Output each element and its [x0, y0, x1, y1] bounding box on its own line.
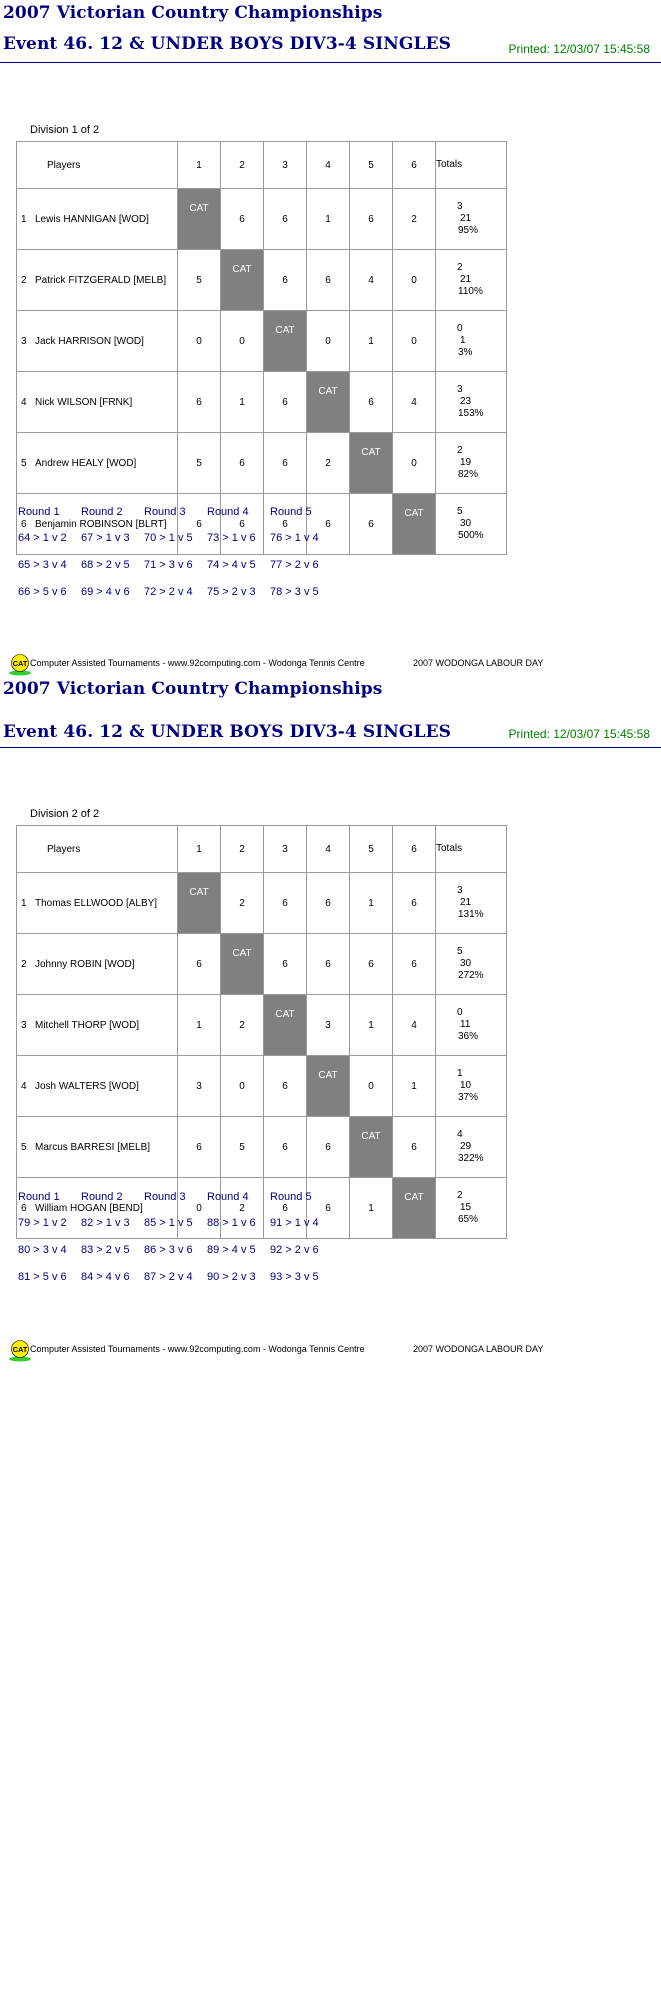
player-row: [17, 934, 507, 995]
player-number: 4: [21, 396, 27, 408]
player-row: [17, 494, 507, 555]
match-link[interactable]: 71 > 3 v 6: [144, 559, 193, 571]
player-row: [17, 250, 507, 311]
score-cell: 2: [307, 433, 350, 494]
round-header[interactable]: Round 1: [18, 1191, 60, 1203]
score-cell: 6: [264, 189, 307, 250]
totals-cell: [436, 311, 507, 372]
total-percentage: 36%: [458, 1031, 479, 1042]
score-cell: 0: [393, 311, 436, 372]
player-number: 2: [21, 274, 27, 286]
score-cell: 4: [350, 250, 393, 311]
players-header: [17, 142, 178, 189]
player-number: 1: [21, 897, 27, 909]
player-row: [17, 1056, 507, 1117]
total-games: 11: [460, 1019, 471, 1030]
match-link[interactable]: 65 > 3 v 4: [18, 559, 67, 571]
total-games: 30: [460, 518, 472, 529]
column-header: 1: [178, 826, 221, 873]
round-header[interactable]: Round 1: [18, 506, 60, 518]
match-link[interactable]: 73 > 1 v 6: [207, 532, 256, 544]
total-percentage: 37%: [458, 1092, 479, 1103]
score-cell: 1: [350, 1178, 393, 1239]
round-header[interactable]: Round 3: [144, 506, 186, 518]
results-grid: [16, 825, 507, 1239]
player-name: Patrick FITZGERALD [MELB]: [35, 274, 167, 286]
score-cell: 0: [221, 311, 264, 372]
player-number: 1: [21, 213, 27, 225]
player-name: William HOGAN [BEND]: [35, 1202, 143, 1214]
score-cell: 1: [178, 995, 221, 1056]
round-header[interactable]: Round 4: [207, 506, 249, 518]
match-link[interactable]: 74 > 4 v 5: [207, 559, 256, 571]
score-cell: 6: [264, 1117, 307, 1178]
totals-cell: [436, 873, 507, 934]
score-cell: 0: [393, 433, 436, 494]
score-cell: 6: [307, 494, 350, 555]
totals-header: Totals: [436, 826, 507, 873]
match-link[interactable]: 70 > 1 v 5: [144, 532, 193, 544]
score-cell: 6: [393, 1117, 436, 1178]
score-cell: 1: [307, 189, 350, 250]
totals-header: Totals: [436, 142, 507, 189]
player-cell: [17, 1056, 178, 1117]
match-link[interactable]: 72 > 2 v 4: [144, 586, 193, 598]
score-cell: 0: [393, 250, 436, 311]
match-link[interactable]: 91 > 1 v 4: [270, 1217, 319, 1229]
self-match-cell: [307, 372, 350, 433]
player-name: Lewis HANNIGAN [WOD]: [35, 213, 149, 225]
match-link[interactable]: 79 > 1 v 2: [18, 1217, 67, 1229]
total-games: 10: [460, 1080, 472, 1091]
score-cell: 6: [307, 1117, 350, 1178]
score-cell: 6: [350, 372, 393, 433]
total-wins: 5: [457, 506, 463, 517]
player-name: Jack HARRISON [WOD]: [35, 335, 144, 347]
total-wins: 0: [457, 1007, 463, 1018]
match-link[interactable]: 78 > 3 v 5: [270, 586, 319, 598]
score-cell: 6: [178, 1117, 221, 1178]
column-header: 4: [307, 826, 350, 873]
self-match-cell: [264, 311, 307, 372]
total-percentage: 3%: [458, 347, 473, 358]
totals-cell: [436, 372, 507, 433]
totals-cell: [436, 494, 507, 555]
grid-header-row: [17, 142, 507, 189]
header-rule: [0, 62, 661, 63]
cat-label: CAT: [232, 264, 252, 275]
footer-tournament: 2007 WODONGA LABOUR DAY: [413, 1344, 544, 1354]
score-cell: 6: [178, 494, 221, 555]
total-games: 30: [460, 958, 472, 969]
score-cell: 3: [307, 995, 350, 1056]
total-games: 21: [460, 897, 472, 908]
self-match-cell: [350, 433, 393, 494]
match-link[interactable]: 90 > 2 v 3: [207, 1271, 256, 1283]
player-row: [17, 873, 507, 934]
score-cell: 6: [264, 433, 307, 494]
footer-tournament: 2007 WODONGA LABOUR DAY: [413, 658, 544, 668]
player-name: Marcus BARRESI [MELB]: [35, 1141, 151, 1153]
match-link[interactable]: 86 > 3 v 6: [144, 1244, 193, 1256]
round-header[interactable]: Round 2: [81, 1191, 123, 1203]
event-title: Event 46. 12 & UNDER BOYS DIV3-4 SINGLES: [3, 722, 452, 742]
score-cell: 6: [350, 494, 393, 555]
total-percentage: 322%: [458, 1153, 484, 1164]
column-header: 6: [393, 142, 436, 189]
players-header-label: Players: [47, 843, 81, 855]
score-cell: 6: [264, 250, 307, 311]
score-cell: 6: [307, 934, 350, 995]
player-row: [17, 372, 507, 433]
score-cell: 6: [221, 433, 264, 494]
column-header: 3: [264, 826, 307, 873]
score-cell: 0: [178, 1178, 221, 1239]
player-number: 6: [21, 1202, 27, 1214]
footer-credit: Computer Assisted Tournaments - www.92computing.com - Wodonga Tennis Centre: [30, 658, 365, 668]
score-cell: 6: [307, 250, 350, 311]
score-cell: 6: [264, 372, 307, 433]
player-name: Benjamin ROBINSON [BLRT]: [35, 518, 167, 530]
total-wins: 3: [457, 885, 463, 896]
round-header[interactable]: Round 5: [270, 506, 312, 518]
player-cell: [17, 1178, 178, 1239]
player-cell: [17, 372, 178, 433]
match-link[interactable]: 85 > 1 v 5: [144, 1217, 193, 1229]
match-link[interactable]: 77 > 2 v 6: [270, 559, 319, 571]
cat-label: CAT: [404, 1192, 424, 1203]
player-number: 2: [21, 958, 27, 970]
player-name: Andrew HEALY [WOD]: [35, 457, 137, 469]
column-header: 6: [393, 826, 436, 873]
championship-title: 2007 Victorian Country Championships: [3, 3, 383, 23]
total-percentage: 131%: [458, 909, 484, 920]
score-cell: 1: [393, 1056, 436, 1117]
total-percentage: 82%: [458, 469, 479, 480]
round-header[interactable]: Round 2: [81, 506, 123, 518]
column-header: 3: [264, 142, 307, 189]
score-cell: 4: [393, 995, 436, 1056]
score-cell: 2: [221, 1178, 264, 1239]
match-link[interactable]: 66 > 5 v 6: [18, 586, 67, 598]
self-match-cell: [350, 1117, 393, 1178]
match-link[interactable]: 64 > 1 v 2: [18, 532, 67, 544]
score-cell: 2: [221, 873, 264, 934]
totals-cell: [436, 433, 507, 494]
player-name: Nick WILSON [FRNK]: [35, 396, 133, 408]
score-cell: 6: [178, 934, 221, 995]
total-wins: 2: [457, 445, 463, 456]
player-cell: [17, 189, 178, 250]
match-link[interactable]: 80 > 3 v 4: [18, 1244, 67, 1256]
score-cell: 0: [307, 311, 350, 372]
player-cell: [17, 934, 178, 995]
championship-title: 2007 Victorian Country Championships: [3, 679, 383, 699]
self-match-cell: [393, 494, 436, 555]
score-cell: 6: [393, 934, 436, 995]
column-header: 5: [350, 142, 393, 189]
total-games: 15: [460, 1202, 472, 1213]
self-match-cell: [264, 995, 307, 1056]
total-percentage: 153%: [458, 408, 484, 419]
round-header[interactable]: Round 4: [207, 1191, 249, 1203]
cat-logo-text: CAT: [12, 1345, 28, 1354]
total-percentage: 272%: [458, 970, 484, 981]
score-cell: 0: [221, 1056, 264, 1117]
page-footer: [8, 1340, 648, 1370]
total-games: 29: [460, 1141, 472, 1152]
player-row: [17, 433, 507, 494]
total-wins: 5: [457, 946, 463, 957]
score-cell: 6: [307, 873, 350, 934]
self-match-cell: [221, 250, 264, 311]
score-cell: 4: [393, 372, 436, 433]
score-cell: 1: [221, 372, 264, 433]
printed-timestamp: Printed: 12/03/07 15:45:58: [508, 42, 650, 56]
total-games: 21: [460, 274, 472, 285]
totals-cell: [436, 1178, 507, 1239]
player-number: 3: [21, 1019, 27, 1031]
score-cell: 6: [350, 934, 393, 995]
column-header: 1: [178, 142, 221, 189]
match-link[interactable]: 93 > 3 v 5: [270, 1271, 319, 1283]
player-row: [17, 189, 507, 250]
cat-label: CAT: [189, 887, 209, 898]
score-cell: 5: [221, 1117, 264, 1178]
self-match-cell: [178, 189, 221, 250]
cat-label: CAT: [189, 203, 209, 214]
player-name: Johnny ROBIN [WOD]: [35, 958, 135, 970]
grid-header-row: [17, 826, 507, 873]
score-cell: 6: [264, 1178, 307, 1239]
score-cell: 3: [178, 1056, 221, 1117]
players-header: [17, 826, 178, 873]
total-percentage: 500%: [458, 530, 484, 541]
player-name: Mitchell THORP [WOD]: [35, 1019, 140, 1031]
column-header: 5: [350, 826, 393, 873]
player-cell: [17, 250, 178, 311]
cat-label: CAT: [361, 447, 381, 458]
self-match-cell: [178, 873, 221, 934]
total-percentage: 110%: [458, 286, 483, 297]
score-cell: 6: [264, 1056, 307, 1117]
total-games: 21: [460, 213, 472, 224]
player-number: 5: [21, 457, 27, 469]
match-link[interactable]: 84 > 4 v 6: [81, 1271, 130, 1283]
totals-cell: [436, 250, 507, 311]
match-link[interactable]: 89 > 4 v 5: [207, 1244, 256, 1256]
player-number: 3: [21, 335, 27, 347]
match-link[interactable]: 92 > 2 v 6: [270, 1244, 319, 1256]
cat-label: CAT: [404, 508, 424, 519]
printed-timestamp: Printed: 12/03/07 15:45:58: [508, 727, 650, 741]
score-cell: 6: [221, 494, 264, 555]
cat-label: CAT: [318, 386, 338, 397]
player-row: [17, 1117, 507, 1178]
score-cell: 6: [307, 1178, 350, 1239]
cat-label: CAT: [361, 1131, 381, 1142]
score-cell: 1: [350, 311, 393, 372]
player-row: [17, 311, 507, 372]
match-link[interactable]: 87 > 2 v 4: [144, 1271, 193, 1283]
column-header: 2: [221, 826, 264, 873]
score-cell: 6: [264, 494, 307, 555]
total-percentage: 65%: [458, 1214, 479, 1225]
score-cell: 5: [178, 250, 221, 311]
player-row: [17, 995, 507, 1056]
score-cell: 6: [264, 934, 307, 995]
total-wins: 2: [457, 1190, 463, 1201]
column-header: 2: [221, 142, 264, 189]
event-title: Event 46. 12 & UNDER BOYS DIV3-4 SINGLES: [3, 34, 452, 54]
score-cell: 6: [178, 372, 221, 433]
division-label: Division 2 of 2: [30, 808, 100, 820]
score-cell: 1: [350, 995, 393, 1056]
players-header-label: Players: [47, 159, 81, 171]
match-link[interactable]: 67 > 1 v 3: [81, 532, 130, 544]
round-header[interactable]: Round 3: [144, 1191, 186, 1203]
totals-cell: [436, 189, 507, 250]
player-number: 5: [21, 1141, 27, 1153]
total-percentage: 95%: [458, 225, 479, 236]
score-cell: 6: [221, 189, 264, 250]
total-games: 19: [460, 457, 472, 468]
self-match-cell: [307, 1056, 350, 1117]
player-number: 6: [21, 518, 27, 530]
totals-cell: [436, 995, 507, 1056]
self-match-cell: [393, 1178, 436, 1239]
division-label: Division 1 of 2: [30, 124, 100, 136]
cat-logo-text: CAT: [12, 659, 28, 668]
score-cell: 6: [264, 873, 307, 934]
header-rule: [0, 747, 661, 748]
match-link[interactable]: 83 > 2 v 5: [81, 1244, 130, 1256]
total-wins: 4: [457, 1129, 463, 1140]
cat-label: CAT: [318, 1070, 338, 1081]
score-cell: 2: [393, 189, 436, 250]
match-link[interactable]: 82 > 1 v 3: [81, 1217, 130, 1229]
round-header[interactable]: Round 5: [270, 1191, 312, 1203]
player-cell: [17, 995, 178, 1056]
score-cell: 2: [221, 995, 264, 1056]
match-link[interactable]: 69 > 4 v 6: [81, 586, 130, 598]
cat-label: CAT: [275, 325, 295, 336]
player-cell: [17, 1117, 178, 1178]
score-cell: 5: [178, 433, 221, 494]
score-cell: 6: [393, 873, 436, 934]
totals-cell: [436, 1056, 507, 1117]
results-grid: [16, 141, 507, 555]
player-cell: [17, 494, 178, 555]
player-row: [17, 1178, 507, 1239]
score-cell: 0: [350, 1056, 393, 1117]
totals-cell: [436, 934, 507, 995]
score-cell: 6: [350, 189, 393, 250]
column-header: 4: [307, 142, 350, 189]
total-wins: 0: [457, 323, 463, 334]
match-link[interactable]: 76 > 1 v 4: [270, 532, 319, 544]
match-link[interactable]: 75 > 2 v 3: [207, 586, 256, 598]
total-wins: 3: [457, 201, 463, 212]
total-games: 23: [460, 396, 472, 407]
score-cell: 1: [350, 873, 393, 934]
total-wins: 1: [457, 1068, 463, 1079]
total-wins: 2: [457, 262, 463, 273]
score-cell: 0: [178, 311, 221, 372]
total-wins: 3: [457, 384, 463, 395]
self-match-cell: [221, 934, 264, 995]
player-name: Thomas ELLWOOD [ALBY]: [35, 897, 158, 909]
player-name: Josh WALTERS [WOD]: [35, 1080, 139, 1092]
cat-label: CAT: [232, 948, 252, 959]
match-link[interactable]: 68 > 2 v 5: [81, 559, 130, 571]
player-cell: [17, 433, 178, 494]
player-number: 4: [21, 1080, 27, 1092]
total-games: 1: [460, 335, 466, 346]
player-cell: [17, 873, 178, 934]
match-link[interactable]: 81 > 5 v 6: [18, 1271, 67, 1283]
cat-label: CAT: [275, 1009, 295, 1020]
player-cell: [17, 311, 178, 372]
match-link[interactable]: 88 > 1 v 6: [207, 1217, 256, 1229]
totals-cell: [436, 1117, 507, 1178]
footer-credit: Computer Assisted Tournaments - www.92computing.com - Wodonga Tennis Centre: [30, 1344, 365, 1354]
